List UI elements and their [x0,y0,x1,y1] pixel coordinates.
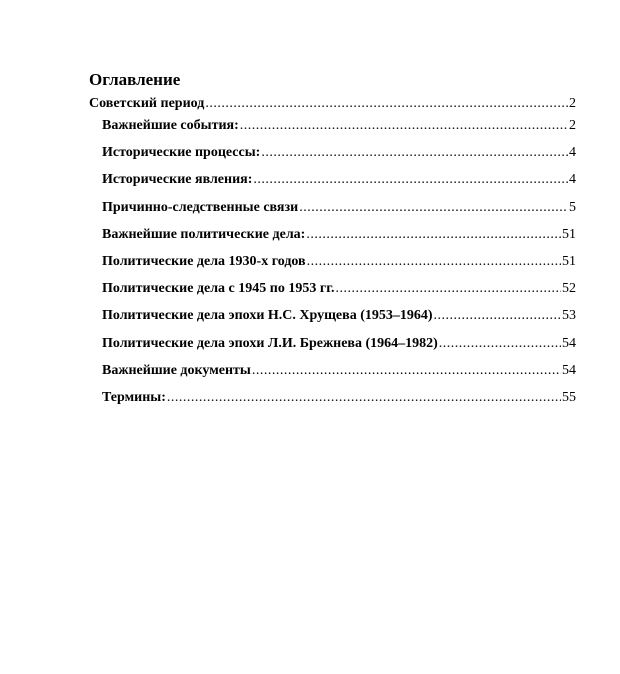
toc-entry-title: Важнейшие события: [102,118,239,133]
toc-entry[interactable] [89,225,576,252]
toc-entry[interactable] [89,279,576,306]
toc-entry[interactable] [89,170,576,197]
toc-entry-page: 51 [562,226,576,242]
toc-entry[interactable] [89,361,576,388]
toc-entry-page: 2 [569,118,576,133]
toc-entry[interactable] [89,198,576,225]
toc-heading: Оглавление [89,70,181,89]
dot-leader [434,306,561,326]
toc-entry-page: 4 [569,172,576,188]
dot-leader [253,170,568,190]
toc-entry-title: Важнейшие политические дела: [102,226,306,242]
dot-leader [335,279,561,299]
dot-leader [299,198,568,218]
toc-entry[interactable] [89,334,576,361]
toc-entry[interactable] [89,252,576,279]
toc-entry[interactable] [89,388,576,415]
toc-entry-title: Исторические процессы: [102,145,261,161]
toc-entry-title: Политические дела с 1945 по 1953 гг. [102,281,335,297]
dot-leader [167,388,561,408]
toc-list [89,94,576,415]
toc-entry-page: 4 [569,145,576,161]
toc-entry-page: 55 [562,389,576,405]
dot-leader [205,94,568,114]
toc-entry-title: Политические дела 1930-х годов [102,253,306,269]
toc-entry[interactable] [89,306,576,333]
dot-leader [252,361,561,381]
toc-entry[interactable] [89,143,576,170]
toc-entry-page: 54 [562,335,576,351]
dot-leader [307,252,561,272]
toc-entry-page: 54 [562,362,576,378]
toc-entry-page: 2 [569,96,576,111]
toc-entry-page: 52 [562,281,576,297]
dot-leader [261,143,568,163]
toc-entry-page: 5 [569,199,576,215]
toc-entry[interactable] [89,116,576,143]
toc-entry[interactable] [89,94,576,116]
dot-leader [439,334,561,354]
toc-entry-page: 53 [562,308,576,324]
toc-entry-title: Политические дела эпохи Н.С. Хрущева (1953–1964) [102,308,433,324]
toc-entry-page: 51 [562,253,576,269]
toc-entry-title: Советский период [89,96,205,111]
dot-leader [240,116,568,136]
toc-entry-title: Термины: [102,389,166,405]
toc-entry-title: Политические дела эпохи Л.И. Брежнева (1964–1982) [102,335,438,351]
toc-entry-title: Исторические явления: [102,172,253,188]
toc-entry-title: Важнейшие документы [102,362,251,378]
dot-leader [306,225,561,245]
toc-entry-title: Причинно-следственные связи [102,199,299,215]
